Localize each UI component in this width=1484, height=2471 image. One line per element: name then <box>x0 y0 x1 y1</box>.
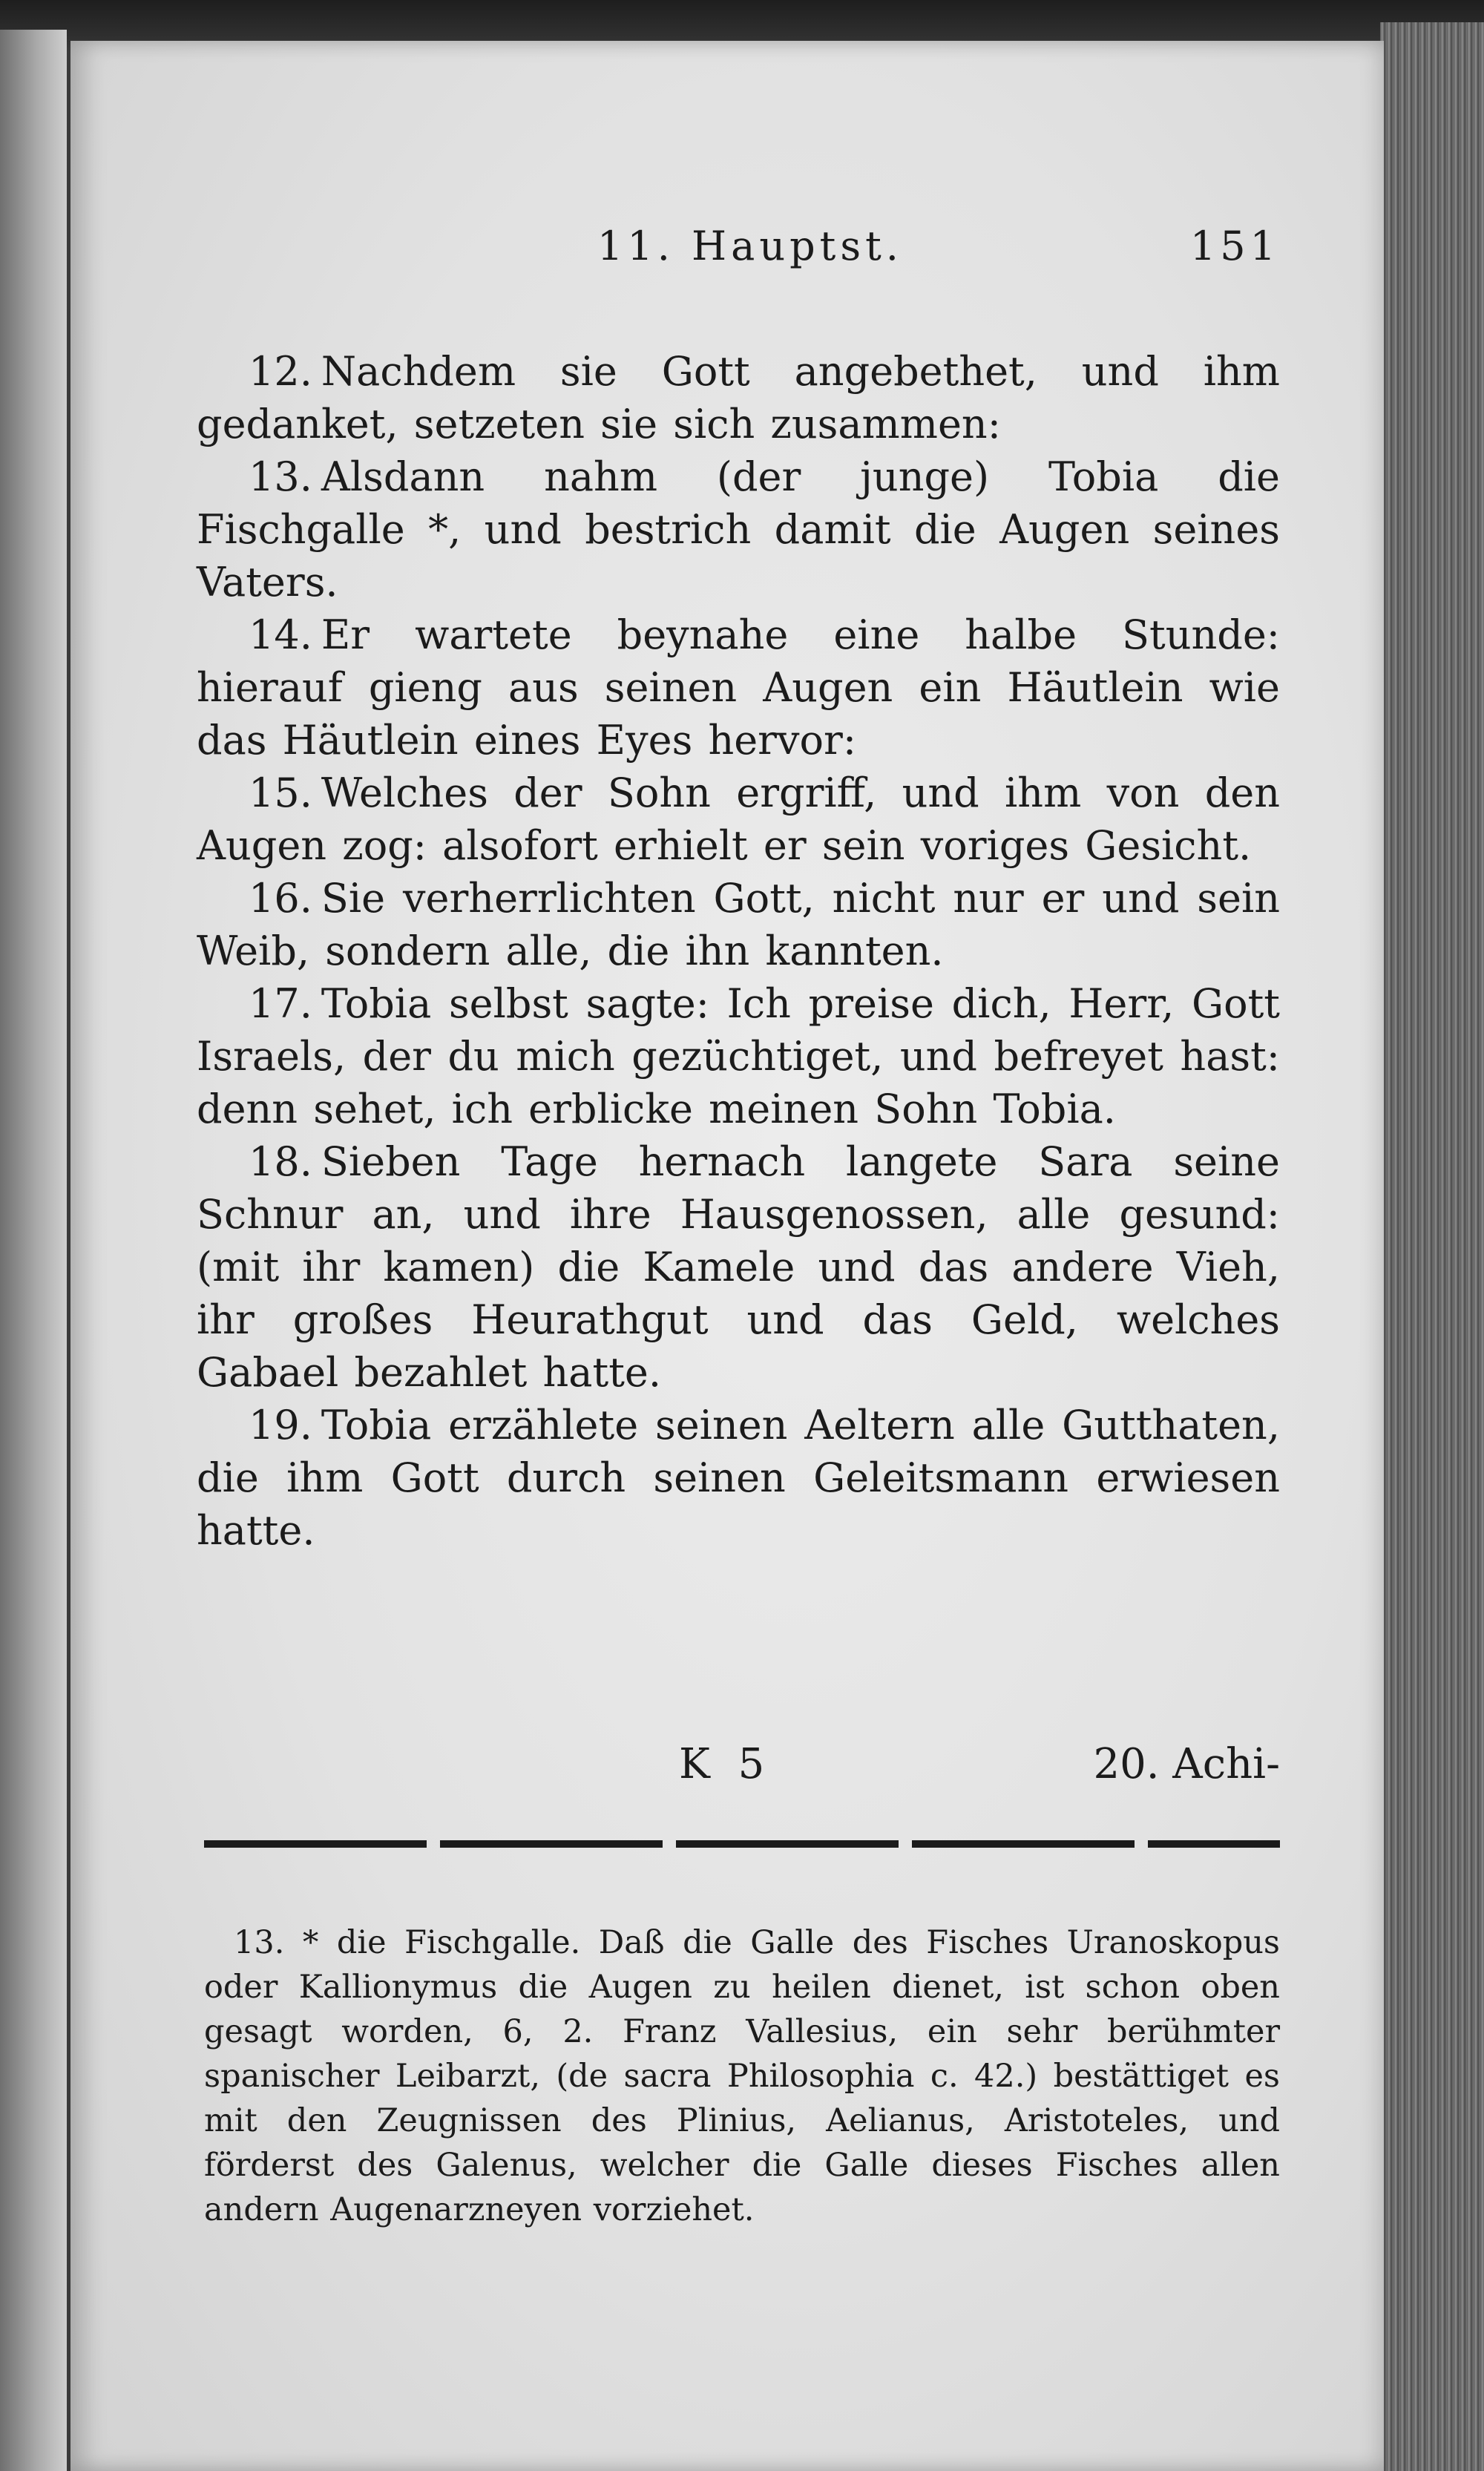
verse-text: Sie verherrlichten Gott, nicht nur er und sein Weib, sondern alle, die ihn kannten. <box>197 875 1280 974</box>
signature-mark: K 5 <box>679 1740 772 1788</box>
page-number: 151 <box>1189 223 1280 269</box>
verse <box>197 977 1280 1135</box>
verse <box>197 872 1280 977</box>
verse-number: 15. <box>249 769 312 816</box>
verse-text: Tobia selbst sagte: Ich preise dich, Herr, Gott Israels, der du mich gezüchtiget, und befreyet hast: denn sehet, ich erblicke meinen Sohn Tobia. <box>197 980 1280 1132</box>
verse <box>197 345 1280 450</box>
catchline <box>197 1733 1280 1792</box>
verse-number: 18. <box>249 1138 312 1185</box>
verse-text: Alsdann nahm (der junge) Tobia die Fischgalle *, und bestrich damit die Augen seines Vaters. <box>197 453 1280 606</box>
verse-number: 13. <box>249 453 312 500</box>
running-header <box>197 200 1280 275</box>
catchword: 20. Achi- <box>1093 1740 1280 1788</box>
verse-number: 16. <box>249 875 312 922</box>
verse-number: 19. <box>249 1402 312 1448</box>
page-block-edge <box>1380 22 1484 2471</box>
footnote: 13. * die Fischgalle. Daß die Galle des Fisches Uranoskopus oder Kallionymus die Augen zu heilen dienet, ist schon oben gesagt worden, 6, 2. Franz Vallesius, ein sehr berühmter spanischer Leibarzt, (de sacra Philosophia c. 42.) bestättiget es mit den Zeugnissen des Plinius, Aelianus, Aristoteles, und förderst des Galenus, welcher die Galle dieses Fisches allen andern Augenarzneyen vorziehet. <box>204 1924 1280 2228</box>
verse-text: Sieben Tage hernach langete Sara seine Schnur an, und ihre Hausgenossen, alle gesund: (mit ihr kamen) die Kamele und das andere Vieh, ihr großes Heurathgut und das Geld, welches Gabael bezahlet hatte. <box>197 1138 1280 1396</box>
verse <box>197 450 1280 608</box>
footnote-divider <box>204 1840 1280 1848</box>
verse <box>197 1135 1280 1399</box>
running-title: 11. Hauptst. <box>597 223 903 269</box>
verse <box>197 608 1280 767</box>
verse-list <box>197 345 1280 1557</box>
verse-text: Welches der Sohn ergriff, und ihm von den Augen zog: alsofort erhielt er sein voriges Gesicht. <box>197 769 1280 869</box>
verse-number: 12. <box>249 348 312 395</box>
facing-page-edge <box>0 30 67 2471</box>
verse-text: Nachdem sie Gott angebethet, und ihm gedanket, setzeten sie sich zusammen: <box>197 348 1280 447</box>
verse-number: 14. <box>249 611 312 658</box>
book-page <box>70 41 1384 2471</box>
verse <box>197 767 1280 872</box>
verse <box>197 1399 1280 1557</box>
verse-text: Tobia erzählete seinen Aeltern alle Gutthaten, die ihm Gott durch seinen Geleitsmann erwiesen hatte. <box>197 1402 1280 1554</box>
verse-text: Er wartete beynahe eine halbe Stunde: hierauf gieng aus seinen Augen ein Häutlein wie das Häutlein eines Eyes hervor: <box>197 611 1280 764</box>
verse-number: 17. <box>249 980 312 1027</box>
